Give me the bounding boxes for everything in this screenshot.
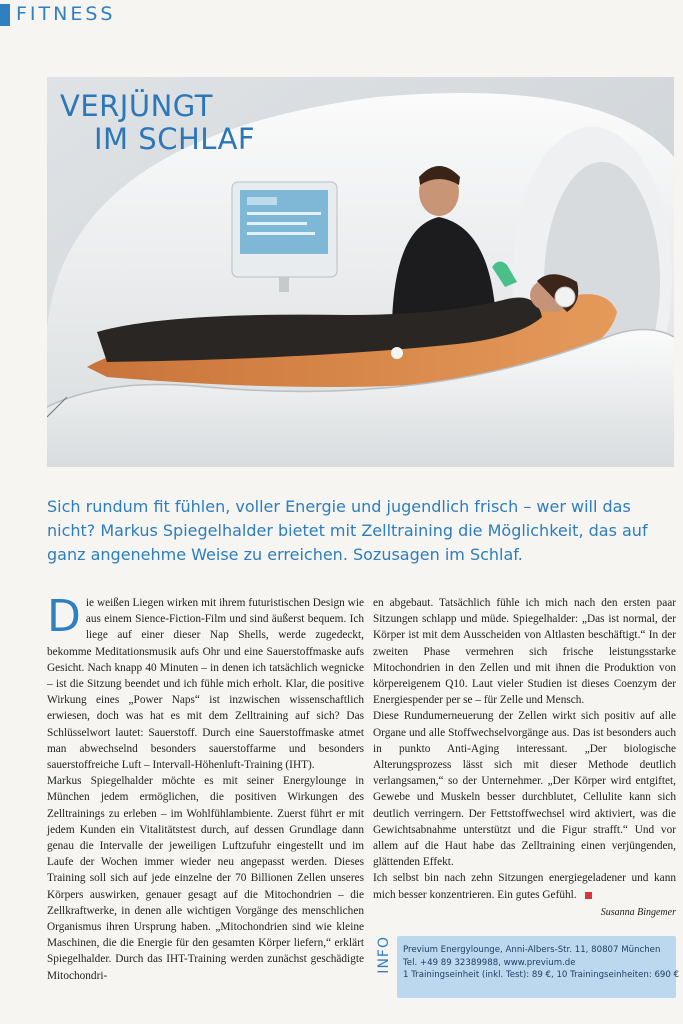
- section-label: FITNESS: [16, 3, 116, 25]
- article-column-left: [47, 591, 364, 984]
- lead-paragraph: Sich rundum fit fühlen, voller Energie und jugendlich frisch – wer will das nicht? Markus Spiegelhalder bietet mit Zelltraining die Möglichkeit, das auf ganz angenehme Weise zu erreichen. Sozusagen im Schlaf.: [47, 497, 648, 564]
- info-details: [397, 936, 680, 998]
- info-address: Previum Energylounge, Anni-Albers-Str. 11, 80807 München: [403, 945, 661, 955]
- right-paragraph-2: Diese Rundumerneuerung der Zellen wirkt sich positiv auf alle Organe und alle Stoffwechselvorgänge aus. Das ist besonders auch in punkto Anti-Aging interessant. „Der biologische Alterungsprozess lässt sich mit dieser Methode deutlich verlangsamen,“ so der Unternehmer. „Der Körper wird entgiftet, Gewebe und Muskeln besser durchblutet, Cellulite kann sich deutlich verringern. Der Fettstoffwechsel wird aktiviert, was die Gewichtsabnahme unterstützt und die Figur strafft.“ Und vor allem auf die Haut habe das Zelltraining einen verjüngenden, glättenden Effekt.: [373, 710, 676, 869]
- info-prices: 1 Trainingseinheit (inkl. Test): 89 €, 10 Trainingseinheiten: 690 €: [403, 970, 680, 980]
- left-paragraph-2: Markus Spiegelhalder möchte es mit seiner Energylounge in München jedem ermöglichen, die positiven Wirkungen des Zelltrainings zu erleben – im Wohlfühlambiente. Zuerst führt er mit jedem Kunden ein Vitalitätstest durch, auf dessen Grundlage dann genau die Intervalle der jeweiligen Luftzufuhr eingestellt und im Laufe der Wochen immer wieder neu angepasst werden. Dieses Training soll sich auf jede einzelne der 70 Billionen Zellen unseres Körpers auswirken, genauer gesagt auf die Mitochondrien – die Zellkraftwerke, in denen alle wichtigen Vorgänge des menschlichen Organismus ihren Ursprung haben. „Mitochondrien sind wie kleine Maschinen, die die Energie für den gesamten Körper liefern,“ erklärt Spiegelhalder. Durch das IHT-Training werden zunächst geschädigte Mitochondri-: [47, 775, 364, 982]
- article-column-right: [373, 595, 676, 921]
- end-mark-icon: [585, 892, 592, 899]
- title-line-2: IM SCHLAF: [94, 122, 256, 156]
- info-label-text: INFO: [375, 936, 392, 974]
- drop-cap: D: [47, 591, 81, 642]
- article-title: [60, 90, 255, 156]
- right-paragraph-1: en abgebaut. Tatsächlich fühle ich mich nach den ersten paar Sitzungen schlapp und müde. Spiegelhalder: „Das ist normal, der Körper ist mit dem Ausscheiden von Altlasten beschäftigt.“ In der zweiten Phase vermehren sich frische leistungsstarke Mitochondrien in den Zellen und mit ihnen die Produktion von körpereigenem Q10. Laut vieler Studien ist dieses Coenzym der Energiespender per se – für Zelle und Mensch.: [373, 597, 676, 707]
- info-contact: Tel. +49 89 32389988, www.previum.de: [403, 957, 576, 968]
- title-line-1: VERJÜNGT: [60, 89, 213, 123]
- left-paragraph-1: [47, 591, 364, 773]
- section-color-block: [0, 4, 10, 26]
- author-signature: Susanna Bingemer: [600, 906, 676, 918]
- right-paragraph-3-text: Ich selbst bin nach zehn Sitzungen energiegeladener und kann mich besser konzentrieren. Ein gutes Gefühl.: [373, 872, 676, 901]
- info-box: [373, 936, 680, 998]
- left-paragraph-1-text: ie weißen Liegen wirken mit ihrem futuristischen Design wie aus einem Sience-Fiction-Film und sind äußerst bequem. Ich liege auf einer dieser Nap Shells, werde zugedeckt, bekomme Meditationsmusik aufs Ohr und eine Sauerstoffmaske aufs Gesicht. Nach knapp 40 Minuten – in denen ich tatsächlich wegnicke – ist die Sitzung beendet und ich fühle mich erholt. Klar, die positive Wirkung eines „Power Naps“ ist inzwischen wissenschaftlich erwiesen, doch was hat es mit dem Zelltraining auf sich? Das Schlüsselwort lautet: Sauerstoff. Durch eine Sauerstoffmaske atmet man abwechselnd besonders sauerstoffarme und besonders sauerstoffreiche Luft – Intervall-Höhenluft-Training (IHT).: [47, 597, 364, 772]
- info-label: [373, 936, 395, 998]
- section-header: [0, 0, 683, 30]
- right-paragraph-3: [373, 870, 676, 902]
